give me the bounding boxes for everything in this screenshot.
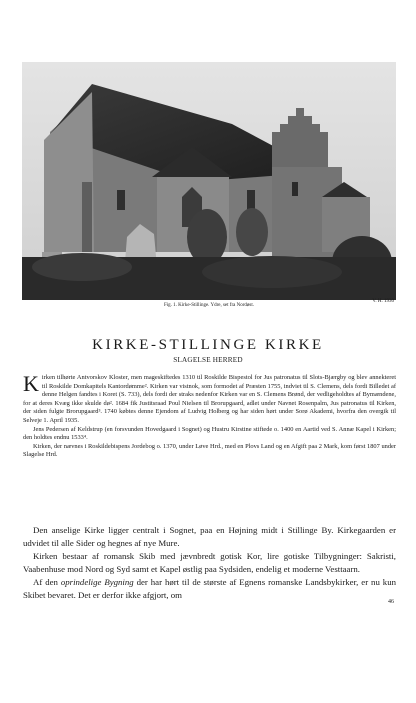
emphasis-text: oprindelige Bygning xyxy=(60,577,134,587)
body-paragraph-3-end: der har hørt til de største af Egnens romanske Landsbykirker, er nu kun Skibet bevaret. Det er derfor ikke afgjort, om xyxy=(23,577,396,600)
history-paragraph-2: Jens Pedersen af Keldstrup (en forsvunden Hovedgaard i Sognet) og Hustru Kirstine stiftede o. 1400 en Aartid ved S. Annæ Kapel i Kirken; den holdtes endnu 1533⁴. xyxy=(23,425,396,442)
main-text xyxy=(23,524,396,602)
history-paragraph-3: Kirken, der nævnes i Roskildebispens Jordebog o. 1370, under Løve Hrd., med en Plovs Land og en Afgift paa 2 Mark, kom først 1807 under Slagelse Hrd. xyxy=(23,442,396,459)
body-paragraph-2: Kirken bestaar af romansk Skib med jævnbredt gotisk Kor, lire gotiske Tilbygninger: Sakristi, Vaabenhuse mod Nord og Syd samt et Kapel østlig paa Sydsiden, endelig et moderne Vesttaarn. xyxy=(23,551,396,574)
history-notes xyxy=(23,371,396,460)
church-photograph xyxy=(22,62,396,300)
body-paragraph-1: Den anselige Kirke ligger centralt i Sognet, paa en Højning midt i Stillinge By. Kirkegaarden er udvidet til alle Sider og hegnes af nye Mure. xyxy=(23,525,396,548)
body-paragraph-3-start: Af den xyxy=(33,577,61,587)
page-subtitle: SLAGELSE HERRED xyxy=(173,356,243,364)
photo-credit: V. H. 1930 xyxy=(372,299,394,304)
page-title: KIRKE-STILLINGE KIRKE xyxy=(92,337,324,353)
page-number: 46 xyxy=(388,599,394,605)
history-paragraph-1 xyxy=(23,371,396,426)
figure-caption-area xyxy=(22,299,396,313)
figure-caption: Fig. 1. Kirke-Stillinge. Ydre, set fra Nordøst. xyxy=(164,303,254,308)
history-paragraph-1-text: irken tilhørte Antvorskov Kloster, men mageskiftedes 1310 til Roskilde Bispestol for Jus patronatus til Slots-Bjærgby og blev annekteret til Roskilde Domkapitels Kantordømme². Kirken var vistnok, som formodet af Præsten 1755, indviet til S. Clemens, dels fordi Billedet af denne Helgen fandtes i Koret (S. 733), dels fordi der straks nedenfor Kirken var en S. Clemens Brønd, der vedligeholdtes af Bymændene, for at deres Kvæg ikke skulde dø². 1684 fik Justitsraad Poul Nielsen til Brorupgaard, adlet under Navnet Rosenpalm, Jus patronatus til Kirken, der siden fulgte Brorupgaard³. 1740 købtes denne Ejendom af Ludvig Holberg og har siden hørt under Sorø Akademi, hvorfra den overgik til Selveje 1. April 1935. xyxy=(23,374,396,424)
drop-cap: K xyxy=(23,371,39,396)
body-paragraph-3 xyxy=(23,576,396,602)
